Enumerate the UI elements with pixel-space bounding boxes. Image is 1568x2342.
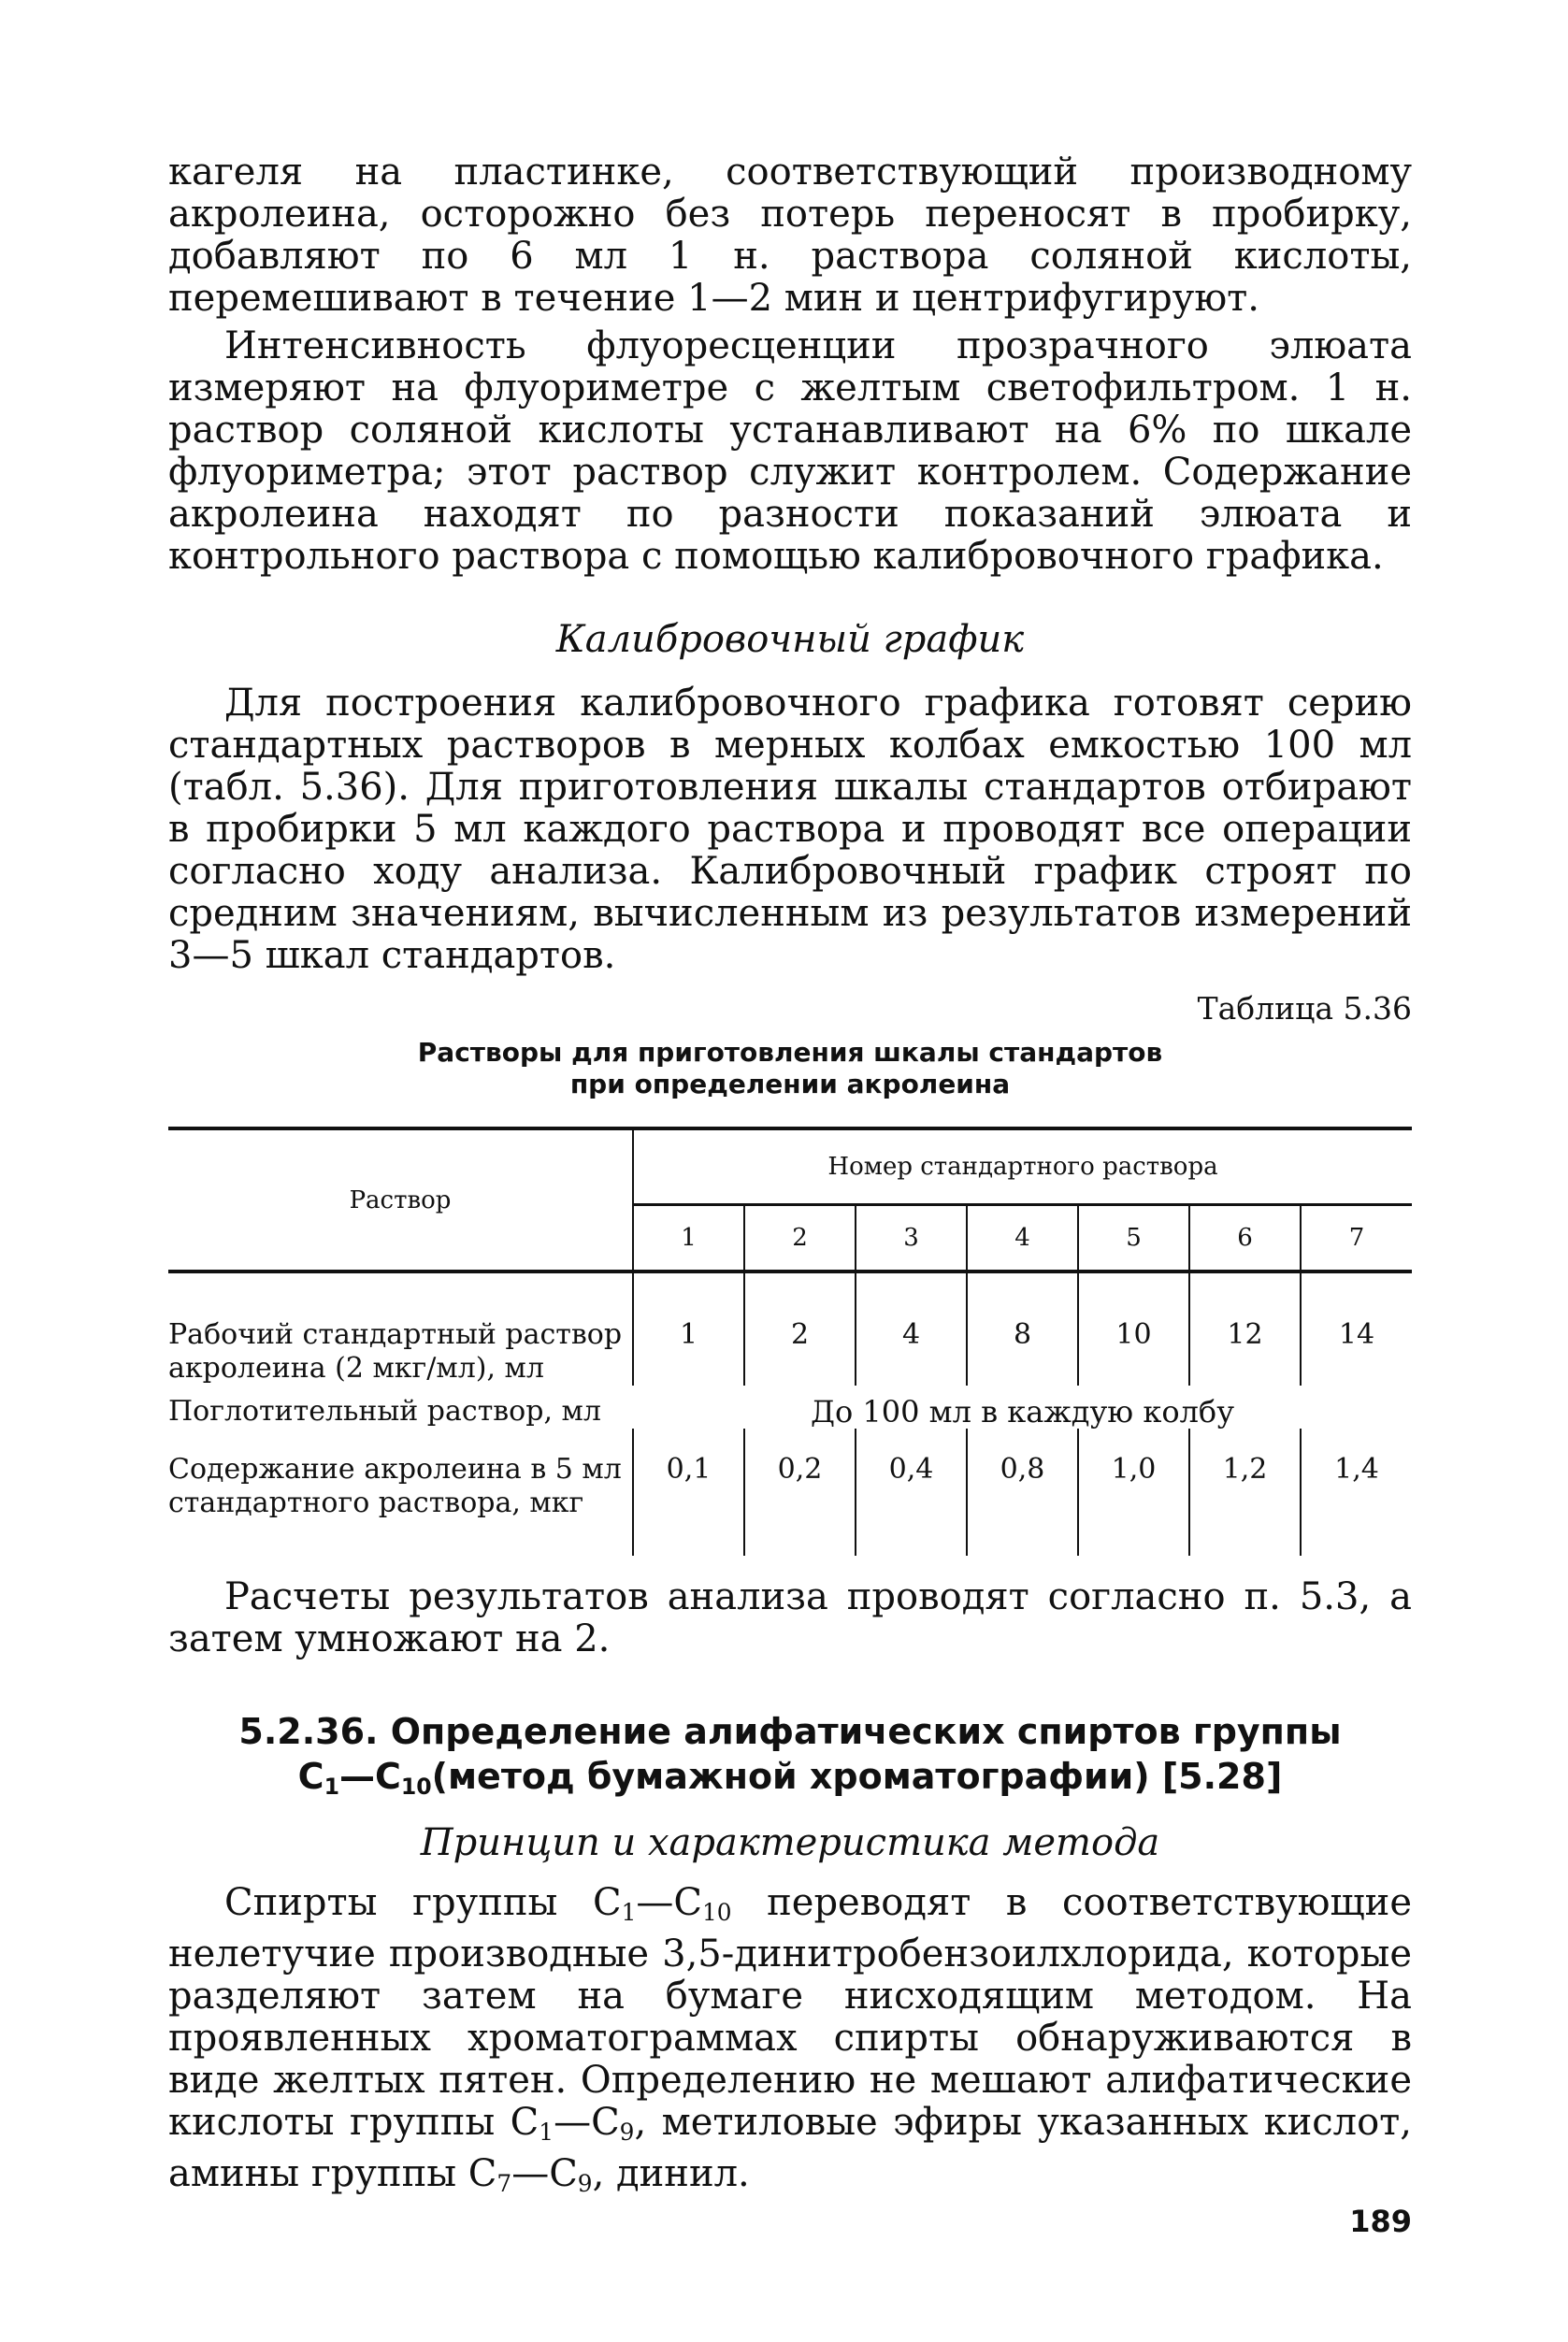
table-row [168, 1429, 1412, 1556]
column-number: 3 [856, 1205, 967, 1272]
cell-value: 0,1 [633, 1429, 744, 1556]
row-label-absorbing-solution: Поглотительный раствор, мл [168, 1395, 601, 1428]
cell-value: 10 [1078, 1318, 1189, 1386]
method-paragraph: Спирты группы $C_1—C_{10}$ переводят в соответствующие нелетучие производные 3,5-динитробензоилхлорида, которые разделяют затем на бумаге нисходящим методом. На проявленных хроматограммах спирты обнаруживаются в виде желтых пятен. Определению не мешают алифатические кислоты группы $C_1—C_9$, метиловые эфиры указанных кислот, амины группы $C_7—C_9$, динил. [168, 1880, 1413, 2198]
cell-value: 2 [744, 1318, 856, 1386]
cell-value: 1 [633, 1318, 744, 1386]
cell-value: 1,0 [1078, 1429, 1189, 1556]
cell-value: 4 [856, 1318, 967, 1386]
method-subheading: Принцип и характеристика метода [420, 1820, 1160, 1864]
standards-table [168, 1127, 1412, 1556]
column-number: 4 [967, 1205, 1078, 1272]
cell-value: 8 [967, 1318, 1078, 1386]
column-number: 5 [1078, 1205, 1189, 1272]
page-content [168, 151, 1412, 2205]
row-label-working-solution: Рабочий стандартный раствор акролеина (2 мкг/мл), мл [168, 1318, 623, 1385]
section-heading [168, 1709, 1412, 1809]
table-title-line-1: Растворы для приготовления шкалы стандартов [417, 1037, 1163, 1068]
intro-paragraph-2: Интенсивность флуоресценции прозрачного элюата измеряют на флуориметре с желтым светофильтром. 1 н. раствор соляной кислоты устанавливают на 6% по шкале флуориметра; этот раствор служит контролем. Содержание акролеина находят по разности показаний элюата и контрольного раствора с помощью калибровочного графика. [168, 324, 1412, 578]
cell-value-spanning: До 100 мл в каждую колбу [810, 1394, 1235, 1430]
cell-value: 0,2 [744, 1429, 856, 1556]
section-heading-line-1: 5.2.36. Определение алифатических спиртов группы [238, 1711, 1342, 1752]
column-number: 7 [1301, 1205, 1412, 1272]
cell-value: 12 [1189, 1318, 1301, 1386]
row-label-acrolein-content: Содержание акролеина в 5 мл стандартного раствора, мкг [168, 1453, 622, 1519]
column-header-solution: Раствор [349, 1185, 452, 1214]
cell-value: 14 [1301, 1318, 1412, 1386]
table-row [168, 1318, 1412, 1386]
cell-value: 1,4 [1301, 1429, 1412, 1556]
after-table-paragraph: Расчеты результатов анализа проводят согласно п. 5.3, а затем умножают на 2. [168, 1575, 1412, 1660]
cell-value: 1,2 [1189, 1429, 1301, 1556]
section-heading-line-2: $C_1—C_{10}(метод$ бумажной хроматографии) [5.28] [297, 1756, 1283, 1800]
cell-value: 0,4 [856, 1429, 967, 1556]
calibration-heading: Калибровочный график [555, 618, 1025, 661]
column-number: 6 [1189, 1205, 1301, 1272]
page-number: 189 [1349, 2204, 1412, 2239]
cell-value: 0,8 [967, 1429, 1078, 1556]
table-title-line-2: при определении акролеина [569, 1069, 1011, 1099]
column-number: 1 [633, 1205, 744, 1272]
intro-paragraph-1: кагеля на пластинке, соответствующий производному акролеина, осторожно без потерь переносят в пробирку, добавляют по 6 мл 1 н. раствора соляной кислоты, перемешивают в течение 1—2 мин и центрифугируют. [168, 151, 1412, 320]
table-number: Таблица 5.36 [1197, 990, 1412, 1027]
table-row [168, 1386, 1412, 1429]
calibration-paragraph: Для построения калибровочного графика готовят серию стандартных растворов в мерных колбах емкостью 100 мл (табл. 5.36). Для приготовления шкалы стандартов отбирают в пробирки 5 мл каждого раствора и проводят все операции согласно ходу анализа. Калибровочный график строят по средним значениям, вычисленным из результатов измерений 3—5 шкал стандартов. [168, 682, 1412, 977]
column-header-group: Номер стандартного раствора [633, 1128, 1412, 1205]
column-number: 2 [744, 1205, 856, 1272]
